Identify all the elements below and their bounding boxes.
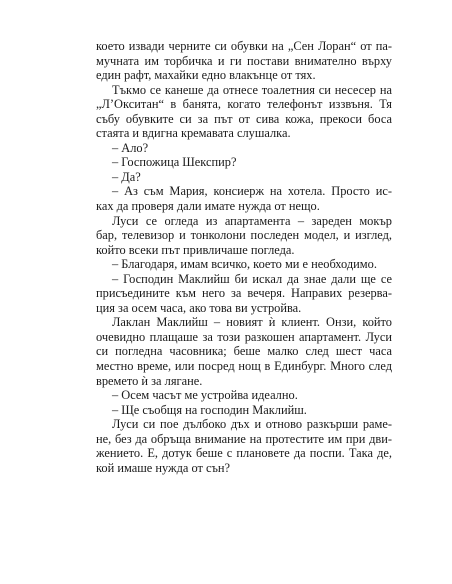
text-line: ция за осем часа, ако това ви устройва. bbox=[96, 300, 302, 315]
text-line: Луси се огледа из апартамента – зареден мокър bbox=[112, 213, 392, 228]
text-line: мучната им торбичка и ги постави внимателно върху bbox=[96, 53, 392, 68]
text-line: един рафт, махайки едно влакънце от тях. bbox=[96, 68, 316, 83]
text-line: кой имаше нужда от сън? bbox=[96, 460, 231, 475]
text-line: – Аз съм Мария, консиерж на хотела. Просто ис- bbox=[112, 184, 392, 199]
text-line: Тъкмо се канеше да отнесе тоалетния си несесер на bbox=[112, 82, 392, 97]
text-line: местно време, или посред нощ в Единбург. Много след bbox=[96, 359, 392, 374]
text-line: Лаклан Маклийш – новият ѝ клиент. Онзи, който bbox=[112, 315, 392, 330]
text-line: събу обувките си за път от сива кожа, прекоси боса bbox=[96, 111, 392, 126]
text-line: не, без да обръща внимание на протестите им при дви- bbox=[96, 431, 392, 446]
text-line: бар, телевизор и тонколони последен модел, и изглед, bbox=[96, 228, 392, 243]
body-text bbox=[96, 39, 392, 475]
text-line: жението. Е, дотук беше с плановете да поспи. Така де, bbox=[96, 446, 392, 461]
text-line: – Госпожица Шекспир? bbox=[112, 155, 237, 170]
text-line: което извади черните си обувки на „Сен Лоран“ от па- bbox=[96, 39, 392, 53]
text-line: – Господин Маклийш би искал да знае дали ще се bbox=[112, 271, 392, 286]
text-line: – Осем часът ме устройва идеално. bbox=[112, 388, 298, 403]
text-line: стаята и вдигна кремавата слушалка. bbox=[96, 126, 291, 141]
text-line: си погледна часовника; беше малко след шест часа bbox=[96, 344, 392, 359]
text-line: – Ще съобщя на господин Маклийш. bbox=[112, 402, 307, 417]
text-line: времето ѝ за лягане. bbox=[96, 373, 203, 388]
text-line: Луси си пое дълбоко дъх и отново разкърши раме- bbox=[112, 417, 392, 432]
text-line: – Ало? bbox=[112, 140, 149, 155]
text-line: – Благодаря, имам всичко, което ми е необходимо. bbox=[112, 257, 377, 272]
text-line: присъедините към него за вечеря. Направих резерва- bbox=[96, 286, 392, 301]
text-line: който всеки път привличаше погледа. bbox=[96, 242, 295, 257]
text-line: – Да? bbox=[112, 169, 141, 184]
text-line: „Л’Окситан“ в банята, когато телефонът иззвъня. Тя bbox=[96, 97, 392, 112]
text-line: ках да проверя дали имате нужда от нещо. bbox=[96, 199, 320, 214]
text-line: очевидно плащаше за този разкошен апартамент. Луси bbox=[96, 329, 392, 344]
